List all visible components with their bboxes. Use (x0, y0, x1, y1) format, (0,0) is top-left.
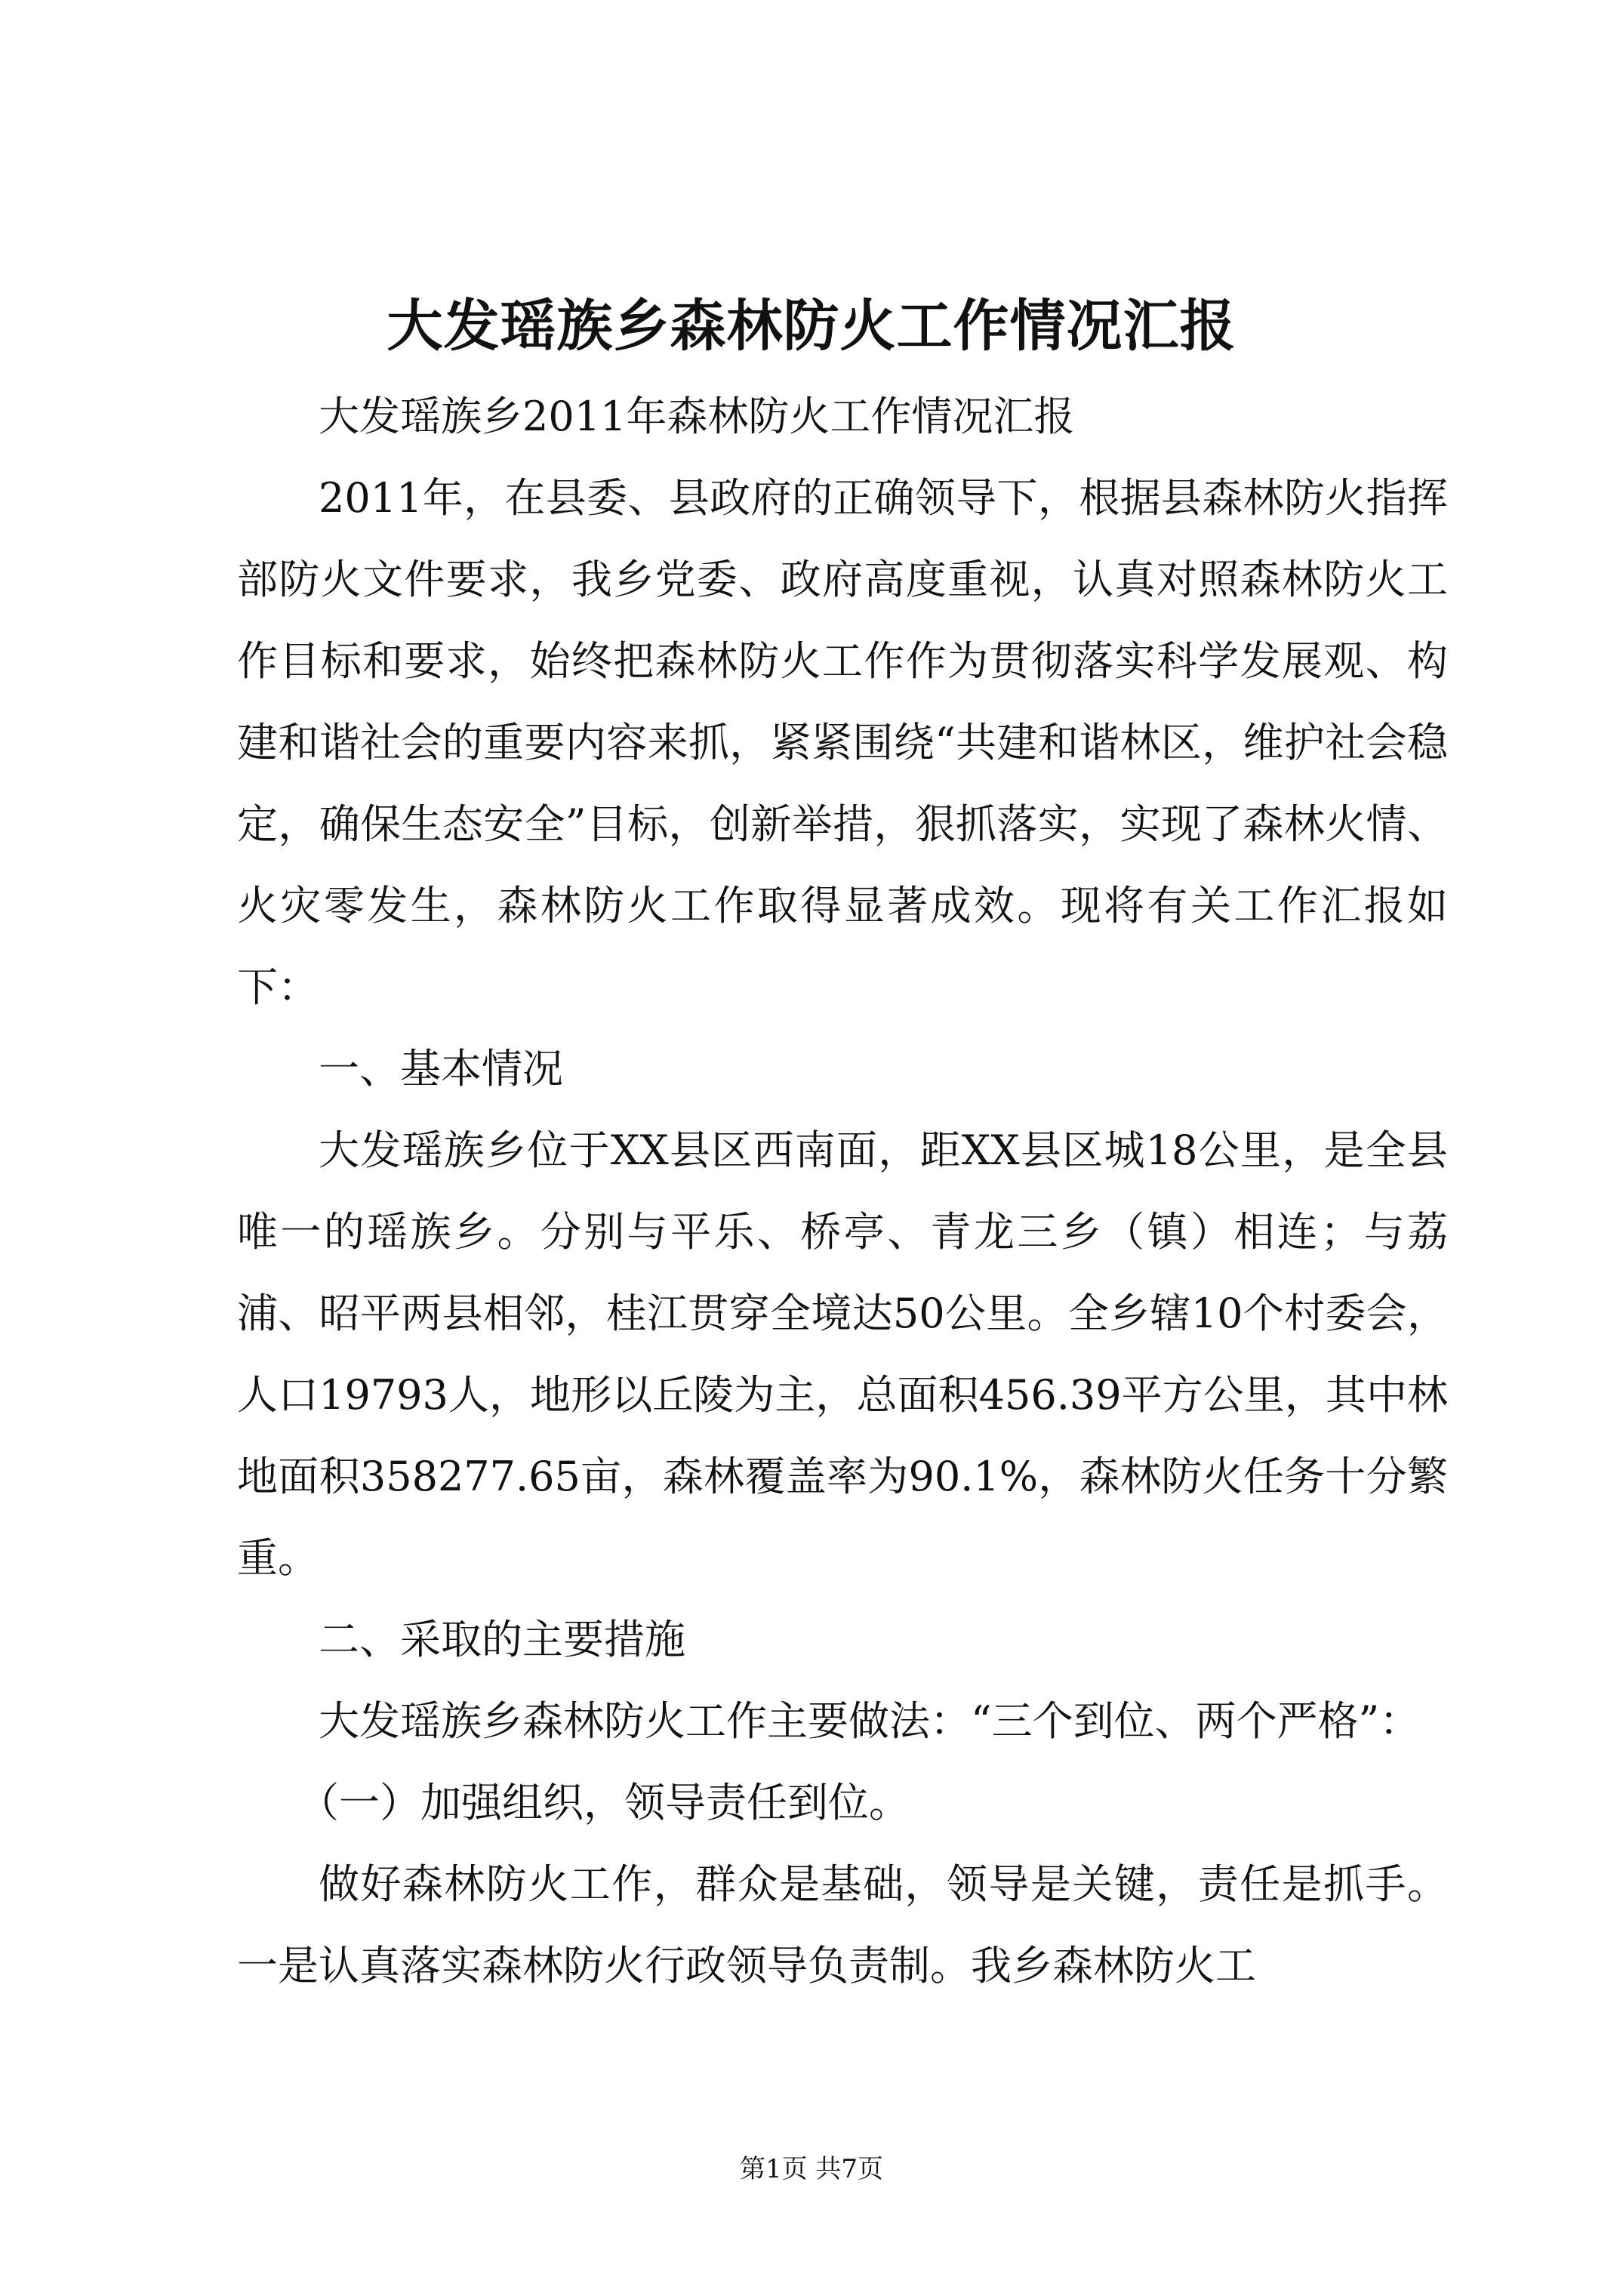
paragraph-basic-situation: 大发瑶族乡位于XX县区西南面，距XX县区城18公里，是全县唯一的瑶族乡。分别与平乐、桥亭、青龙三乡（镇）相连；与荔浦、昭平两县相邻，桂江贯穿全境达50公里。全乡辖10个村委会，人口19793人，地形以丘陵为主，总面积456.39平方公里，其中林地面积358277.65亩，森林覆盖率为90.1%，森林防火任务十分繁重。 (237, 1126, 1448, 1582)
section-heading-basic-situation: 一、基本情况 (319, 1045, 563, 1093)
paragraph-intro: 2011年，在县委、县政府的正确领导下，根据县森林防火指挥部防火文件要求，我乡党委、政府高度重视，认真对照森林防火工作目标和要求，始终把森林防火工作作为贯彻落实科学发展观、构建和谐社会的重要内容来抓，紧紧围绕“共建和谐林区，维护社会稳定，确保生态安全”目标，创新举措，狠抓落实，实现了森林火情、火灾零发生，森林防火工作取得显著成效。现将有关工作汇报如下： (237, 474, 1448, 1011)
page-footer: 第1页 共7页 (739, 2154, 884, 2184)
section-heading-main-measures: 二、采取的主要措施 (319, 1616, 685, 1663)
document-body (237, 376, 1448, 2007)
document-title: 大发瑶族乡森林防火工作情况汇报 (387, 294, 1236, 359)
subsection-heading-organization: （一）加强组织，领导责任到位。 (298, 1779, 910, 1826)
paragraph-subtitle: 大发瑶族乡2011年森林防火工作情况汇报 (319, 393, 1075, 440)
paragraph-organization: 做好森林防火工作，群众是基础，领导是关键，责任是抓手。一是认真落实森林防火行政领导负责制。我乡森林防火工 (237, 1860, 1448, 1989)
paragraph-main-measures: 大发瑶族乡森林防火工作主要做法：“三个到位、两个严格”： (319, 1697, 1421, 1745)
